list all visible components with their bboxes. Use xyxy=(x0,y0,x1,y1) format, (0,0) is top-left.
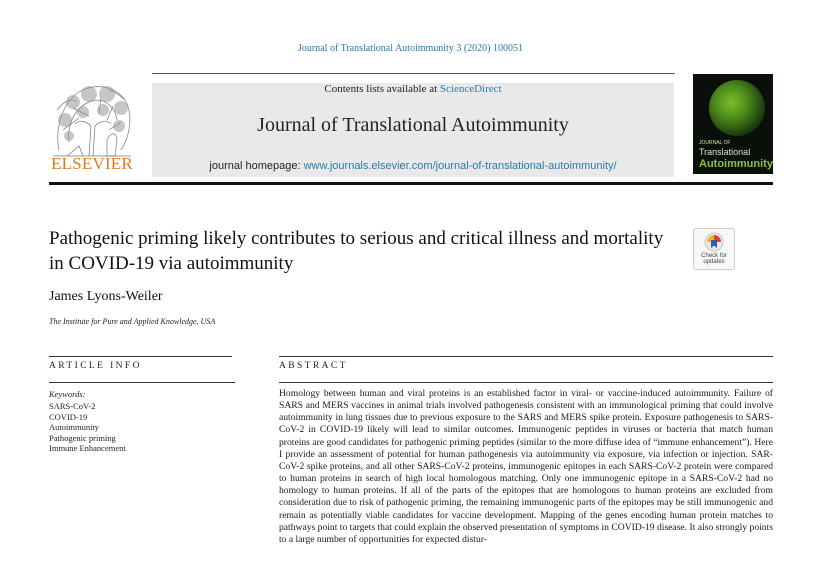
abstract-text: Homology between human and viral proteins is an established factor in viral- or vaccine-induced autoimmunity. Failure of SARS and MERS vaccines in animal trials involved pathogenesis consistent with an immunological priming that could involve autoimmunity in lung tissues due to previous exposure to the SARS and MERS spike protein. Exposure pathogenesis to SARS-CoV-2 in COVID-19 likely will lead to similar outcomes. Immunogenic peptides in viruses or bacteria that match human proteins are good candidates for pathogenic priming peptides (similar to the more diffuse idea of “immune enhancement”). Here I provide an assessment of potential for human pathogenesis via autoimmunity via exposure, via infection or injection. SAR-CoV-2 spike proteins, and all other SARS-CoV-2 proteins, immunogenic epitopes in each SARS-CoV-2 protein were compared to human proteins in search of high local homologous matching. Only one immunogenic epitope in a SARS-CoV-2 had no homology to human proteins. If all of the parts of the epitopes that are homologous to human proteins are excluded from consideration due to risk of pathogenic priming, the remaining immunogenic parts of the epitopes may be still immunogenic and remain as potentially viable candidates for vaccine development. Mapping of the genes encoding human protein matches to pathways point to targets that could explain the observed presentation of symptoms in COVID-19 disease. It also strongly points to a large number of opportunities for expected distur- xyxy=(279,388,773,545)
elsevier-logo-text: ELSEVIER xyxy=(51,154,133,173)
journal-banner xyxy=(152,83,674,177)
article-info-heading: ARTICLE INFO xyxy=(49,361,142,371)
journal-cover-image xyxy=(693,74,773,174)
journal-citation[interactable]: Journal of Translational Autoimmunity 3 (2020) 100051 xyxy=(298,43,523,54)
sciencedirect-link[interactable]: ScienceDirect xyxy=(439,83,502,95)
author-name[interactable]: James Lyons-Weiler xyxy=(49,289,163,304)
keywords-label: Keywords: xyxy=(49,389,86,399)
check-for-updates-button[interactable] xyxy=(693,228,735,270)
keyword-item[interactable]: Immune Enhancement xyxy=(49,443,126,454)
keyword-item[interactable]: Pathogenic priming xyxy=(49,432,116,443)
badge-label xyxy=(694,253,734,265)
keyword-item[interactable]: COVID-19 xyxy=(49,411,88,422)
cover-line-1: JOURNAL OF xyxy=(699,140,731,146)
badge-label-line2: updates xyxy=(703,259,725,265)
keywords-list xyxy=(49,401,126,454)
keyword-item[interactable]: SARS-CoV-2 xyxy=(49,401,96,411)
header-rule xyxy=(152,73,675,74)
check-updates-icon xyxy=(704,232,724,252)
homepage-link[interactable]: www.journals.elsevier.com/journal-of-translational-autoimmunity/ xyxy=(303,160,617,172)
journal-homepage xyxy=(152,160,674,172)
author-affiliation: The Institute for Pure and Applied Knowledge, USA xyxy=(49,317,216,326)
abstract-bottom-rule xyxy=(279,382,773,383)
contents-prefix: Contents lists available at xyxy=(324,83,440,95)
cover-line-3: Autoimmunity xyxy=(699,158,773,170)
abstract-top-rule xyxy=(279,356,773,357)
contents-availability xyxy=(152,83,674,95)
article-info-top-rule xyxy=(49,356,232,357)
cover-line-2: Translational xyxy=(699,147,751,157)
homepage-prefix: journal homepage: xyxy=(209,160,304,172)
cover-art xyxy=(709,80,765,136)
header-divider xyxy=(49,182,773,185)
article-title: Pathogenic priming likely contributes to serious and critical illness and mortality in COVID-19 via autoimmunity xyxy=(49,228,664,274)
keyword-item[interactable]: Autoimmunity xyxy=(49,422,100,433)
badge-label-line1: Check for xyxy=(701,253,727,259)
abstract-heading: ABSTRACT xyxy=(279,361,348,371)
article-info-bottom-rule xyxy=(49,382,235,383)
journal-name: Journal of Translational Autoimmunity xyxy=(257,114,569,136)
